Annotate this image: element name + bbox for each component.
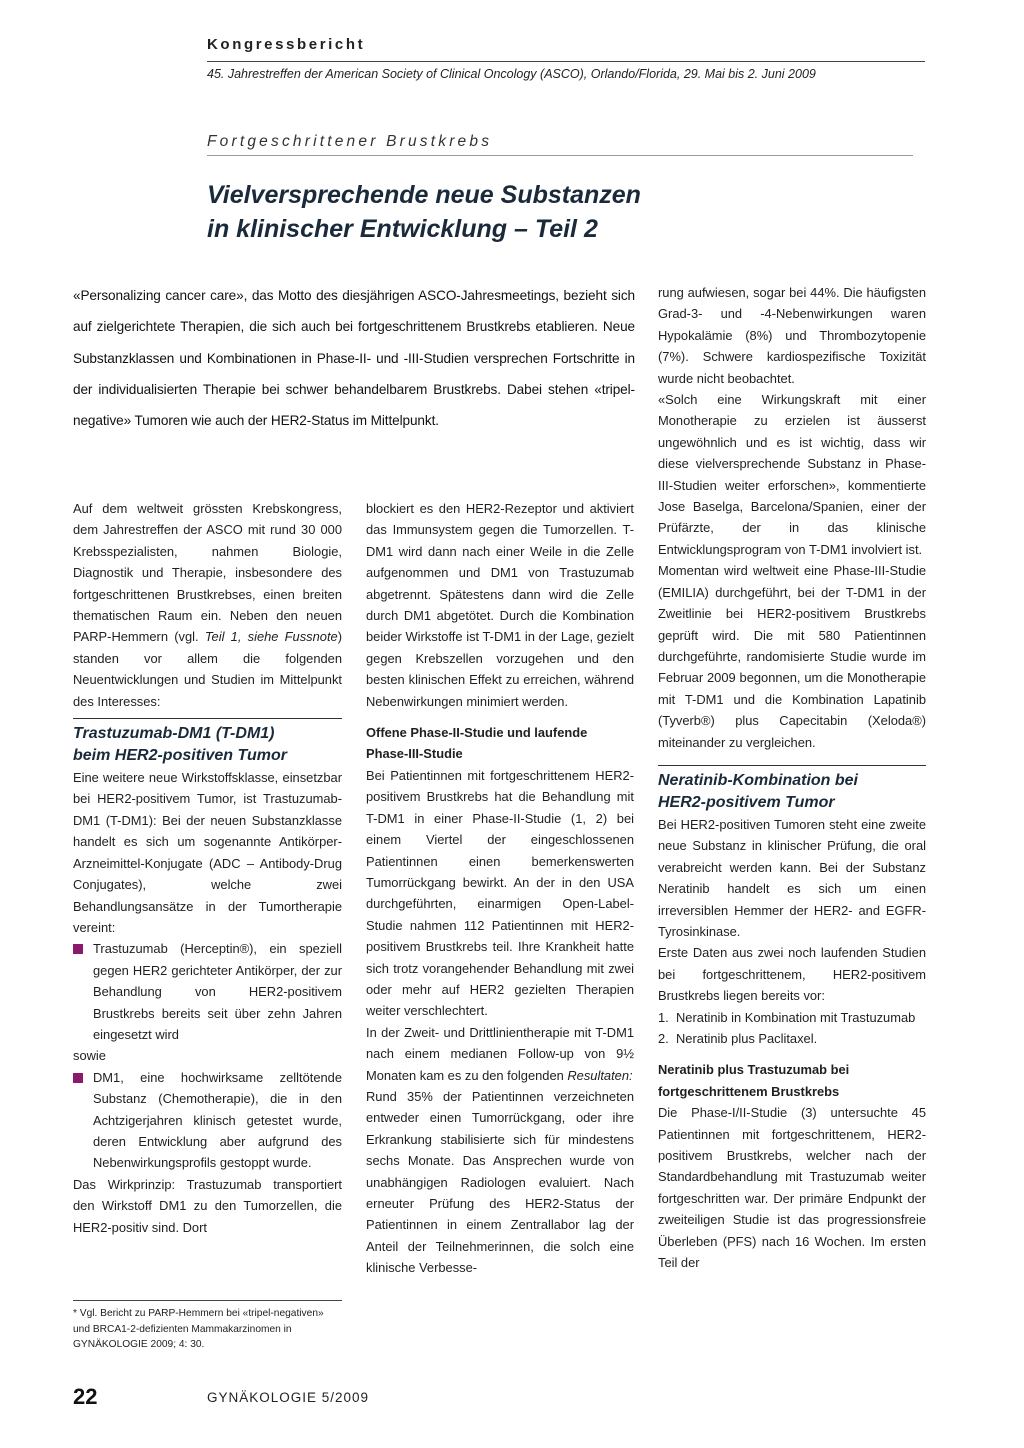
header-category: Kongressbericht: [207, 36, 366, 53]
article-title: [207, 178, 767, 246]
quote-paragraph: «Solch eine Wirkungskraft mit einer Monotherapie zu erzielen ist äusserst ungewöhnlich und es ist wichtig, dass wir diese vielversprechende Substanz in Phase-III-Studien weiter erforschen», kommentierte Jose Baselga, Barcelona/Spanien, einer der Prüfärzte, der in das klinische Entwicklungsprogram von T-DM1 involviert ist.: [658, 392, 926, 557]
paragraph: rung aufwiesen, sogar bei 44%. Die häufigsten Grad-3- und -4-Nebenwirkungen waren Hypokalämie (8%) und Thrombozytopenie (7%). Schwere kardiospezifische Toxizität wurde nicht beobachtet.: [658, 285, 926, 386]
minihead-phase-study: Offene Phase-II-Studie und laufende Phase-III-Studie: [366, 725, 588, 762]
list-item: 2. Neratinib plus Paclitaxel.: [658, 1031, 818, 1046]
subhead-neratinib-line2: HER2-positivem Tumor: [658, 793, 835, 811]
paragraph: In der Zweit- und Drittlinientherapie mit T-DM1 nach einem medianen Follow-up von 9½ Monaten kam es zu den folgenden Resultaten:: [366, 1024, 634, 1083]
mechanism-paragraph: Das Wirkprinzip: Trastuzumab transportiert den Wirkstoff DM1 zu den Tumorzellen, die HER2-positiv sind. Dort: [73, 1176, 342, 1235]
column-3: [658, 282, 926, 1273]
sowie-text: sowie: [73, 1048, 106, 1064]
list-item: Trastuzumab (Herceptin®), ein speziell gegen HER2 gerichteter Antikörper, der zur Behandlung von HER2-positivem Brustkrebs bereits seit über zehn Jahren eingesetzt wird: [73, 938, 342, 1045]
page-number: 22: [73, 1384, 98, 1409]
subhead-tdm1-line2: beim HER2-positiven Tumor: [73, 747, 287, 765]
header-rule: [207, 61, 925, 62]
tdm1-paragraph: Eine weitere neue Wirkstoffsklasse, einsetzbar bei HER2-positivem Tumor, ist Trastuzumab-DM1 (T-DM1): Bei der neuen Substanzklasse handelt es sich um sogenannte Antikörper-Arzneimittel-Konjugate (ADC – Antibody-Drug Conjugates), welche zwei Behandlungsansätze in der Tumortherapie vereint:: [73, 770, 342, 935]
bullet-list: [73, 1067, 342, 1174]
footnote: * Vgl. Bericht zu PARP-Hemmern bei «tripel-negativen» und BRCA1-2-defizienten Mammakarzinomen in GYNÄKOLOGIE 2009; 4: 30.: [73, 1308, 324, 1351]
paragraph: Bei HER2-positiven Tumoren steht eine zweite neue Substanz in klinischer Prüfung, die oral verabreicht werden kann. Bei der Substanz Neratinib handelt es sich um einen irreversiblen Hemmer der HER2- and EGFR-Tyrosinkinase.: [658, 816, 926, 939]
bullet-list: [73, 938, 342, 1045]
section-label: Fortgeschrittener Brustkrebs: [207, 133, 493, 150]
column-1: [73, 498, 342, 1238]
title-line-2: in klinischer Entwicklung – Teil 2: [207, 215, 598, 243]
numbered-list: [658, 1007, 926, 1050]
paragraph: Bei Patientinnen mit fortgeschrittenem HER2-positivem Brustkrebs hat die Behandlung mit T-DM1 in einer Phase-II-Studie (1, 2) bei einem Viertel der eingeschlossenen Patientinnen einen bemerkenswerten Tumorrückgang bewirkt. An der in den USA durchgeführten, einarmigen Open-Label-Studie nahmen 112 Patientinnen mit HER2-positivem Brustkrebs teil. Ihre Krankheit hatte sich trotz vorangehender Behandlung mit zwei oder mehr auf HER2 gezielten Therapien weiter verschlechtert.: [366, 767, 634, 1019]
intro-reference: Teil 1, siehe Fussnote: [204, 629, 338, 645]
bullet-square-icon: [73, 1073, 83, 1083]
paragraph: blockiert es den HER2-Rezeptor und aktiviert das Immunsystem gegen die Tumorzellen. T-DM1 wird dann nach einer Weile in die Zelle aufgenommen und DM1 von Trastuzumab abgetrennt. Spätestens dann wird die Zelle durch DM1 abgetötet. Durch die Kombination beider Wirkstoffe ist T-DM1 in der Lage, gezielt gegen Krebszellen vorzugehen und den besten klinischen Effekt zu erreichen, während Nebenwirkungen minimiert werden.: [366, 501, 634, 709]
minihead-neratinib-trastuzumab: Neratinib plus Trastuzumab bei fortgeschrittenem Brustkrebs: [658, 1062, 850, 1099]
subhead-neratinib: [658, 765, 926, 814]
subhead-tdm1: [73, 718, 342, 767]
journal-name: GYNÄKOLOGIE 5/2009: [207, 1390, 370, 1405]
bullet-square-icon: [73, 944, 83, 954]
lead-paragraph: «Personalizing cancer care», das Motto des diesjährigen ASCO-Jahresmeetings, bezieht sich auf zielgerichtete Therapien, die sich auch bei fortgeschrittenem Brustkrebs etablieren. Neue Substanzklassen und Kombinationen in Phase-II- und -III-Studien versprechen Fortschritte in der individualisierten Therapie bei schwer behandelbarem Brustkrebs. Dabei stehen «tripel-negative» Tumoren wie auch der HER2-Status im Mittelpunkt.: [73, 288, 635, 429]
section-rule: [207, 155, 913, 156]
header-subtitle: 45. Jahrestreffen der American Society of Clinical Oncology (ASCO), Orlando/Florida, 29. Mai bis 2. Juni 2009: [207, 67, 816, 81]
footnote-rule: [73, 1300, 342, 1301]
subhead-tdm1-line1: Trastuzumab-DM1 (T-DM1): [73, 725, 275, 743]
paragraph: Die Phase-I/II-Studie (3) untersuchte 45 Patientinnen mit fortgeschrittenem, HER2-positivem Brustkrebs, welcher nach der Standardbehandlung mit Trastuzumab weiter fortgeschritten war. Der primäre Endpunkt der zweiteiligen Studie ist das progressionsfreie Überleben (PFS) nach 16 Wochen. Im ersten Teil der: [658, 1105, 926, 1271]
subhead-neratinib-line1: Neratinib-Kombination bei: [658, 771, 858, 789]
column-2: [366, 498, 634, 1279]
intro-paragraph: Auf dem weltweit grössten Krebskongress, dem Jahrestreffen der ASCO mit rund 30 000 Krebsspezialisten, nahmen Biologie, Diagnostik und Therapie, insbesondere des fortgeschrittenen Brustkrebses, einen breiten thematischen Raum ein. Neben den neuen PARP-Hemmern (vgl. Teil 1, siehe Fussnote) standen vor allem die folgenden Neuentwicklungen und Studien im Mittelpunkt des Interesses:: [73, 501, 343, 709]
list-item: DM1, eine hochwirksame zelltötende Substanz (Chemotherapie), die in den Achtzigerjahren klinisch getestet wurde, deren Entwicklung aber aufgrund des Nebenwirkungsprofils gestoppt wurde.: [73, 1067, 342, 1174]
paragraph: Erste Daten aus zwei noch laufenden Studien bei fortgeschrittenem, HER2-positivem Brustkrebs liegen bereits vor:: [658, 945, 926, 1004]
paragraph: Rund 35% der Patientinnen verzeichneten entweder einen Tumorrückgang, oder ihre Erkrankung stabilisierte sich für mindestens sechs Monate. Das Ansprechen wurde von unabhängigen Radiologen evaluiert. Nach erneuter Prüfung des HER2-Status der Patientinnen in einem Zentrallabor lag der Anteil der Teilnehmerinnen, die solch eine klinische Verbesse-: [366, 1088, 634, 1276]
list-item: 1. Neratinib in Kombination mit Trastuzumab: [658, 1009, 916, 1025]
paragraph: Momentan wird weltweit eine Phase-III-Studie (EMILIA) durchgeführt, bei der T-DM1 in der Zweitlinie bei HER2-positivem Brustkrebs geprüft wird. Die mit 580 Patientinnen durchgeführte, randomisierte Studie wurde im Februar 2009 begonnen, um die Monotherapie mit T-DM1 und die Kombination Lapatinib (Tyverb®) plus Capecitabin (Xeloda®) miteinander zu vergleichen.: [658, 563, 926, 750]
title-line-1: Vielversprechende neue Substanzen: [207, 181, 641, 209]
